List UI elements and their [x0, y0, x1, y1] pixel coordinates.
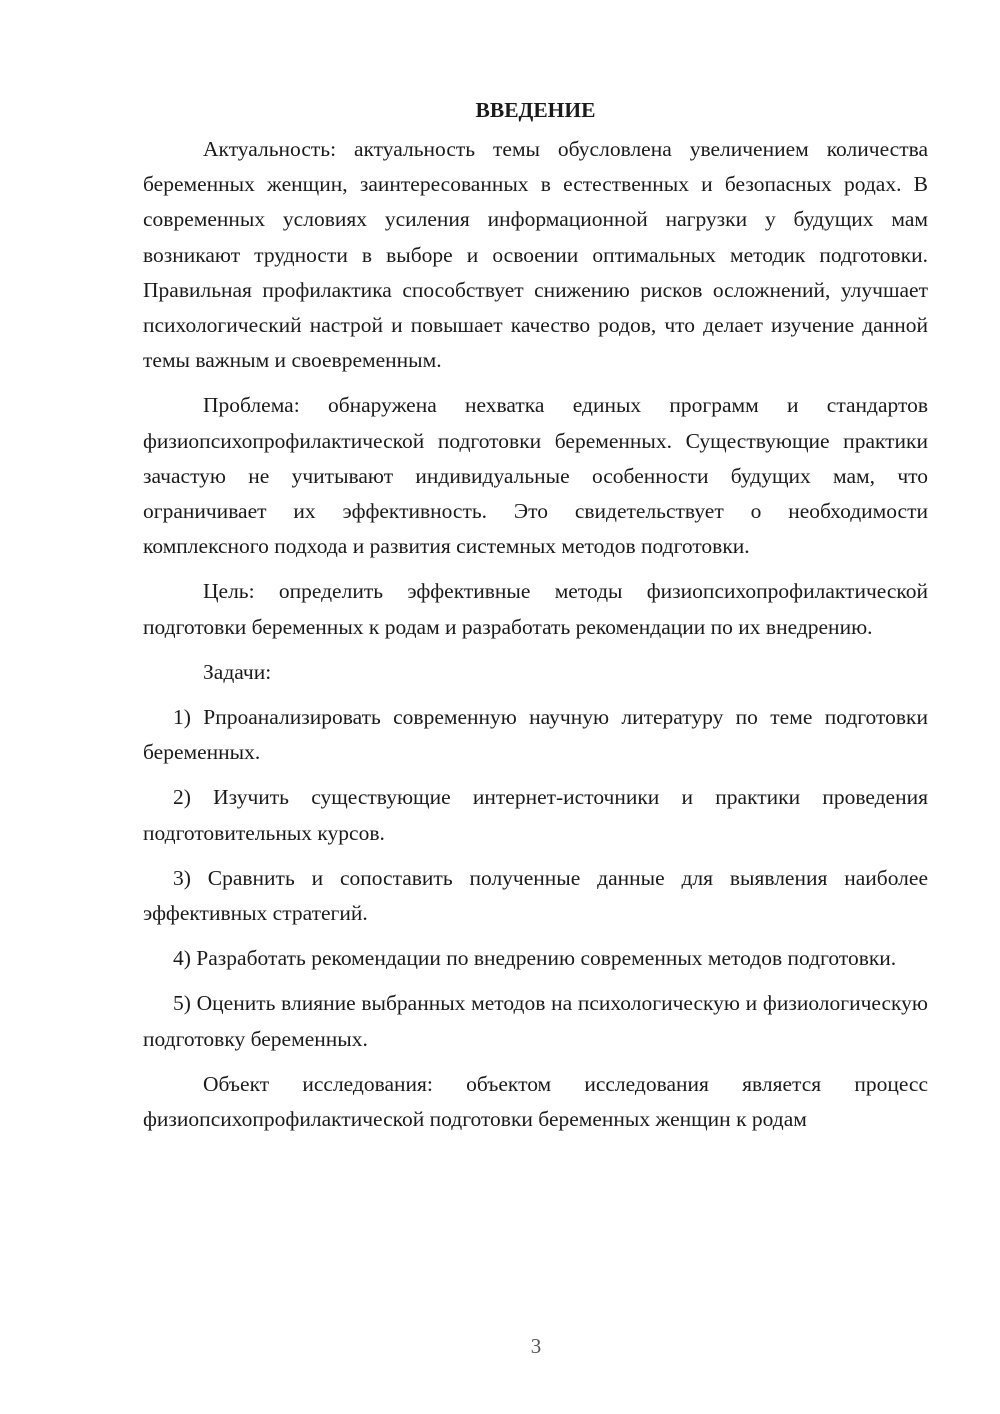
- task-item-5: 5) Оценить влияние выбранных методов на психологическую и физиологическую подготовку беременных.: [143, 991, 928, 1051]
- page-number: 3: [530, 1334, 542, 1358]
- task-item-4: 4) Разработать рекомендации по внедрению современных методов подготовки.: [173, 946, 897, 971]
- page-content: [143, 92, 928, 1137]
- paragraph-relevance: Актуальность: актуальность темы обусловлена увеличением количества беременных женщин, заинтересованных в естественных и безопасных родах. В современных условиях усиления информационной нагрузки у будущих мам возникают трудности в выборе и освоении оптимальных методик подготовки. Правильная профилактика способствует снижению рисков осложнений, улучшает психологический настрой и повышает качество родов, что делает изучение данной темы важным и своевременным.: [143, 137, 928, 373]
- section-title: ВВЕДЕНИЕ: [475, 98, 596, 122]
- paragraph-goal: Цель: определить эффективные методы физиопсихопрофилактической подготовки беременных к родам и разработать рекомендации по их внедрению.: [143, 579, 928, 639]
- paragraph-object: Объект исследования: объектом исследования является процесс физиопсихопрофилактической подготовки беременных женщин к родам: [143, 1071, 928, 1132]
- task-item-3: 3) Сравнить и сопоставить полученные данные для выявления наиболее эффективных стратегий.: [143, 865, 928, 926]
- task-item-1: 1) Рпроанализировать современную научную литературу по теме подготовки беременных.: [143, 705, 928, 765]
- task-item-2: 2) Изучить существующие интернет-источники и практики проведения подготовительных курсов.: [143, 785, 928, 845]
- paragraph-problem: Проблема: обнаружена нехватка единых программ и стандартов физиопсихопрофилактической подготовки беременных. Существующие практики зачастую не учитывают индивидуальные особенности будущих мам, что ограничивает их эффективность. Это свидетельствует о необходимости комплексного подхода и развития системных методов подготовки.: [143, 393, 928, 559]
- tasks-heading: Задачи:: [203, 659, 272, 684]
